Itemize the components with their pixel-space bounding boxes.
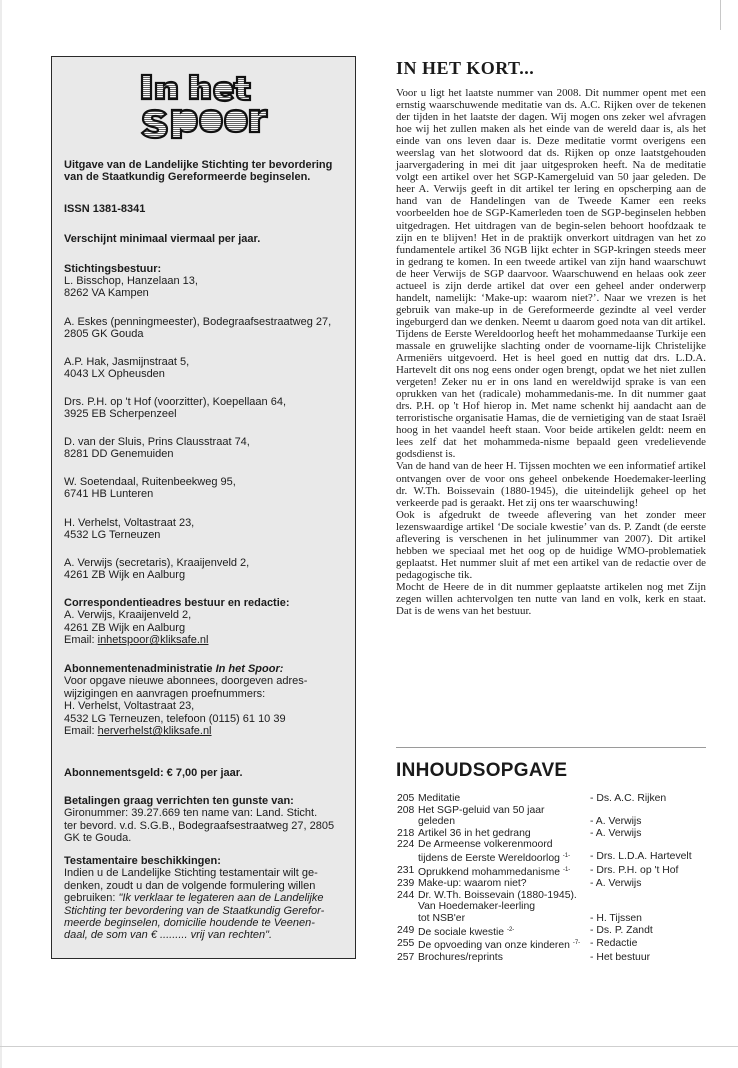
board-member — [64, 316, 349, 341]
board-member — [64, 476, 349, 501]
toc-row[interactable] — [397, 828, 717, 840]
toc-author: - Drs. P.H. op 't Hof — [590, 864, 679, 876]
board-member — [64, 436, 349, 461]
toc-title — [418, 925, 590, 939]
toc-title — [418, 839, 590, 851]
correspondence-line: A. Verwijs, Kraaijenveld 2, — [64, 609, 192, 622]
toc-part-marker: -1- — [562, 852, 571, 859]
toc-title — [418, 865, 590, 879]
toc-page: 218 — [397, 827, 415, 839]
toc-title — [418, 851, 590, 865]
toc-page: 205 — [397, 793, 415, 804]
testamentary-provisions — [64, 855, 349, 942]
testament-line — [64, 892, 349, 904]
toc-author: - A. Verwijs — [590, 827, 642, 839]
board-member-line: 2805 GK Gouda — [64, 328, 144, 341]
toc-row[interactable] — [397, 890, 717, 902]
subscription-admin-heading — [64, 663, 349, 675]
toc-title — [418, 805, 590, 817]
board-member-line: A. Verwijs (secretaris), Kraaijenveld 2, — [64, 557, 250, 569]
board-member — [64, 396, 349, 421]
board-member-line: H. Verhelst, Voltastraat 23, — [64, 517, 195, 529]
subscription-administration — [64, 663, 349, 737]
toc-author: - Ds. P. Zandt — [590, 924, 653, 936]
toc-title-text: tijdens de Eerste Wereldoorlog — [418, 852, 560, 864]
testament-line: Indien u de Landelijke Stichting testamentair wilt ge- — [64, 867, 318, 880]
payment-line: GK te Gouda. — [64, 832, 132, 845]
toc-page — [397, 816, 418, 828]
testament-quote-line: meerde beginselen, domicilie houdende te Veenen- — [64, 917, 315, 930]
toc-title-text: Make-up: waarom niet? — [418, 878, 527, 890]
toc-title-text: Van Hoedemaker-leerling — [418, 901, 536, 913]
toc-row[interactable] — [397, 805, 717, 817]
toc-title-text: Het SGP-geluid van 50 jaar — [418, 804, 545, 816]
testament-quote: "Ik verklaar te legateren aan de Landelijke — [118, 892, 324, 905]
toc-row[interactable] — [397, 913, 717, 925]
paragraph: Ook is afgedrukt de tweede aflevering van het zonder meer lezenswaardige artikel ‘De sociale kwestie’ van ds. P. Zandt (de eerste aflevering is verschenen in het julinummer van 2007). Dit artikel hebben we speciaal met het oog op de huidige WMO-problematiek geplaatst. Het nummer sluit af met een artikel van de redactie over de pedagogische tik. — [396, 508, 706, 581]
subscription-admin-email-line — [64, 725, 349, 737]
testament-quote-line: daal, de som van € ......... vrij van rechten". — [64, 929, 273, 942]
subscription-fee: Abonnementsgeld: € 7,00 per jaar. — [64, 767, 243, 779]
publisher-statement: Uitgave van de Landelijke Stichting ter bevordering van de Staatkundig Gereformeerde beginselen. — [64, 159, 333, 184]
toc-title — [418, 878, 590, 890]
page-edge-mark — [720, 0, 721, 30]
toc-part-marker: -1- — [562, 866, 571, 873]
toc-author — [590, 805, 710, 817]
toc-title-text: tot NSB'er — [418, 912, 466, 924]
toc-title-text: De opvoeding van onze kinderen — [418, 940, 570, 952]
toc-title-text: Oprukkend mohammedanisme — [418, 866, 561, 878]
correspondence-address — [64, 597, 349, 647]
board-member-line: A. Eskes (penningmeester), Bodegraafsestraatweg 27, — [64, 316, 332, 328]
toc-title — [418, 793, 590, 805]
toc-row[interactable] — [397, 952, 717, 964]
board-member-line: 6741 HB Lunteren — [64, 488, 154, 501]
inhoudsopgave-title: INHOUDSOPGAVE — [396, 760, 568, 781]
toc-row[interactable] — [397, 793, 717, 805]
toc-row[interactable] — [397, 938, 717, 952]
toc-page: 255 — [397, 938, 415, 950]
board-member-line: 8281 DD Genemuiden — [64, 448, 174, 461]
paragraph: Tijdens de Eerste Wereldoorlog heeft het mohammedaanse Turkije een massale en gruwelijke slachting onder de voorname-lijk Christelijke Armeniërs uitgevoerd. Het is heel goed en nuttig dat drs. L.D.A. Hartevelt dit ons nog eens onder ogen brengt, opdat we het niet zullen vergeten! Zeker nu er in ons land en wereldwijd sprake is van een oprukken van het (radicale) mohammedanis-me. In dit nummer gaat drs. P.H. op 't Hof hierop in. Met name schenkt hij aandacht aan de terroristische organisatie Hamas, die de vernietiging van de staat Israël hoog in het vaandel heeft staan. Voor beide artikelen geldt: neem en lees zelf dat het mohammeda-nisme bepaald geen vredelievende godsdienst is. — [396, 327, 706, 461]
toc-title — [418, 890, 590, 902]
board-member-line: 4532 LG Terneuzen — [64, 529, 161, 542]
board-member — [64, 517, 349, 542]
toc-author: - A. Verwijs — [590, 878, 642, 890]
subscription-admin-line: H. Verhelst, Voltastraat 23, — [64, 700, 195, 713]
toc-row[interactable] — [397, 839, 717, 851]
board-heading: Stichtingsbestuur: — [64, 263, 162, 275]
board-member-line: L. Bisschop, Hanzelaan 13, — [64, 275, 198, 287]
toc-title-text: Brochures/reprints — [418, 951, 503, 963]
page-bottom-rule — [0, 1046, 738, 1047]
board-member-line: A.P. Hak, Jasmijnstraat 5, — [64, 356, 190, 368]
paragraph: Voor u ligt het laatste nummer van 2008. Dit nummer opent met een ernstig waarschuwende meditatie van ds. A.C. Rijken over de tekenen der tijden in het laatste der dagen. Wij mogen ons zeker wel afvragen hoe wij het zullen maken als het einde van de wereld daar is, als het einde van ons leven daar is. Deze meditatie vormt overigens een weerslag van het slotwoord dat ds. Rijken op onze laatstgehouden jaarvergadering in mei dit jaar uitgesproken heeft. Na de meditatie volgt een artikel over het SGP-Kamergeluid van 50 jaar geleden. De heer A. Verwijs geeft in dit artikel ter lering en opscherping aan de hand van de Handelingen van de Tweede Kamer een reeks voorbeelden hoe de SGP-Kamerleden toen de SGP-beginselen hebben uitgedragen. Het uitdragen van de begin-selen behoort hoofdzaak te zijn en te blijven! Het in de praktijk onverkort uitdragen van het zo fundamentele artikel 36 NGB lijkt echter in SGP-kringen steeds meer in gedrang te komen. In een tweede artikel van zijn hand waarschuwt de heer Verwijs de SGP daarvoor. Waarschuwend en helaas ook zeer actueel is zijn derde artikel dat over een geheel ander onderwerp handelt, namelijk: ‘Make-up: waarom niet?’. Naar we vrezen is het gebruik van make-up in de Gereformeerde gezindte al veel verder ingeburgerd dan we denken. Neemt u daarom goed nota van dit artikel. — [396, 87, 706, 328]
board-member-line: 4043 LX Opheusden — [64, 368, 165, 381]
payment-info — [64, 795, 349, 845]
in-het-kort-body — [396, 87, 706, 617]
toc-author: - Drs. L.D.A. Hartevelt — [590, 850, 692, 862]
board-member-line: Drs. P.H. op 't Hof (voorzitter), Koepellaan 64, — [64, 396, 286, 408]
toc-title — [418, 938, 590, 952]
toc-author — [590, 901, 710, 913]
toc-page: 249 — [397, 924, 415, 936]
magazine-name-italic: In het Spoor: — [215, 663, 284, 675]
frequency-note: Verschijnt minimaal viermaal per jaar. — [64, 233, 261, 245]
testament-text: gebruiken: — [64, 892, 119, 905]
toc-title-text: De sociale kwestie — [418, 926, 505, 938]
board-member — [64, 557, 349, 582]
board-member — [64, 356, 349, 381]
toc-page: 224 — [397, 839, 415, 851]
toc-row[interactable] — [397, 865, 717, 879]
email-label: Email: — [64, 634, 98, 647]
board-member-line: 8262 VA Kampen — [64, 287, 149, 300]
toc-author: - Ds. A.C. Rijken — [590, 793, 667, 804]
toc-author — [590, 839, 710, 851]
correspondence-line: 4261 ZB Wijk en Aalburg — [64, 621, 186, 634]
toc-author: - Het bestuur — [590, 951, 651, 963]
section-divider — [396, 747, 706, 748]
correspondence-email-link[interactable]: inhetspoor@kliksafe.nl — [97, 634, 209, 647]
email-label: Email: — [64, 725, 98, 738]
correspondence-heading: Correspondentieadres bestuur en redactie: — [64, 597, 290, 609]
paragraph: Van de hand van de heer H. Tijssen mochten we een informatief artikel ontvangen over de voor ons geheel onbekende Hoedemaker-leerling dr. W.Th. Boissevain (1880-1945), die uiteindelijk geheel op het verkeerde pad is geraakt. Het zij ons ter waarschuwing! — [396, 460, 706, 509]
paragraph: Mocht de Heere de in dit nummer geplaatste artikelen nog met Zijn zegen willen achtervolgen ten nutte van land en volk, kerk en staat. Dat is de wens van het bestuur. — [396, 580, 706, 618]
toc-author: - A. Verwijs — [590, 816, 642, 828]
toc-title — [418, 828, 590, 840]
in-het-kort-title: IN HET KORT... — [396, 58, 535, 78]
toc-row[interactable] — [397, 901, 717, 913]
toc-page — [397, 901, 418, 913]
table-of-contents — [397, 793, 717, 963]
toc-page — [397, 851, 418, 865]
toc-title-text: geleden — [418, 816, 455, 828]
toc-author — [590, 890, 710, 902]
toc-title — [418, 952, 590, 964]
toc-page: 231 — [397, 864, 415, 876]
payment-line: Gironummer: 39.27.669 ten name van: Land. Sticht. — [64, 807, 318, 820]
subscription-admin-line: wijzigingen en aanvragen proefnummers: — [64, 687, 266, 700]
subscription-admin-line: 4532 LG Terneuzen, telefoon (0115) 61 10 39 — [64, 712, 286, 725]
testament-quote-line: Stichting ter bevordering van de Staatkundig Gerefor- — [64, 904, 325, 917]
toc-author: - Redactie — [590, 938, 638, 950]
toc-page: 257 — [397, 951, 415, 963]
toc-title — [418, 913, 590, 925]
board-member-line: 3925 EB Scherpenzeel — [64, 408, 177, 421]
subscription-admin-line: Voor opgave nieuwe abonnees, doorgeven adres- — [64, 675, 308, 688]
toc-page: 239 — [397, 878, 415, 890]
toc-part-marker: -2- — [506, 926, 515, 933]
toc-title-text: Dr. W.Th. Boissevain (1880-1945). — [418, 889, 577, 901]
toc-title — [418, 901, 590, 913]
payment-line: ter bevord. v.d. S.G.B., Bodegraafsestraatweg 27, 2805 — [64, 819, 335, 832]
toc-title — [418, 816, 590, 828]
toc-row[interactable] — [397, 925, 717, 939]
toc-row[interactable] — [397, 816, 717, 828]
toc-title-text: Meditatie — [418, 793, 461, 804]
toc-page — [397, 913, 418, 925]
board-member — [64, 275, 349, 300]
toc-row[interactable] — [397, 878, 717, 890]
subscription-admin-heading-text: Abonnementenadministratie — [64, 663, 216, 675]
in-het-spoor-logo — [132, 65, 272, 145]
board-member-line: 4261 ZB Wijk en Aalburg — [64, 569, 186, 582]
board-member-line: D. van der Sluis, Prins Clausstraat 74, — [64, 436, 250, 448]
toc-part-marker: -7- — [572, 940, 581, 947]
toc-title-text: De Armeense volkerenmoord — [418, 839, 553, 851]
board-member-line: W. Soetendaal, Ruitenbeekweg 95, — [64, 476, 236, 488]
testament-line: denken, zoudt u dan de volgende formulering willen — [64, 879, 316, 892]
colophon-box — [51, 56, 356, 959]
payment-heading: Betalingen graag verrichten ten gunste van: — [64, 795, 294, 807]
correspondence-email-line — [64, 634, 349, 646]
testament-heading: Testamentaire beschikkingen: — [64, 855, 221, 867]
issn: ISSN 1381-8341 — [64, 203, 146, 215]
page-edge — [0, 0, 2, 1068]
subscription-admin-email-link[interactable]: herverhelst@kliksafe.nl — [97, 725, 212, 738]
toc-row[interactable] — [397, 851, 717, 865]
toc-page: 244 — [397, 889, 415, 901]
toc-page: 208 — [397, 804, 415, 816]
toc-author: - H. Tijssen — [590, 912, 642, 924]
toc-title-text: Artikel 36 in het gedrang — [418, 827, 531, 839]
